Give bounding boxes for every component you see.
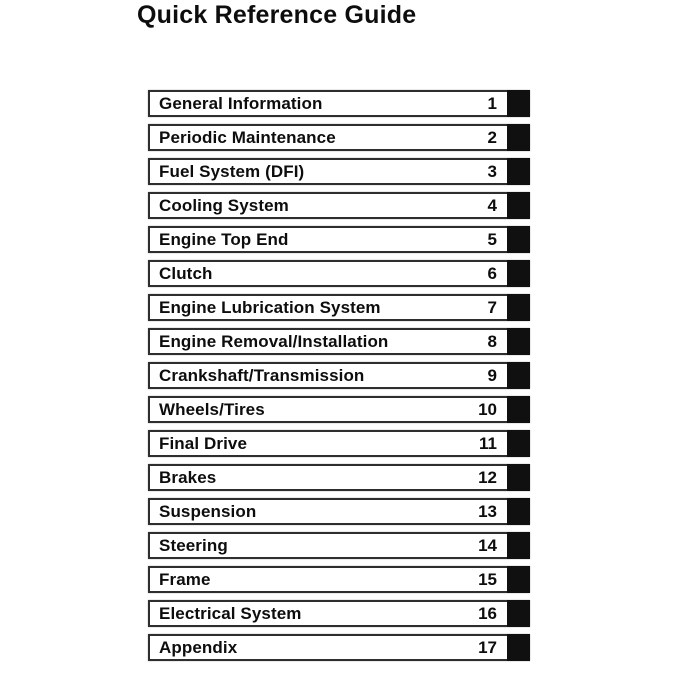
chapter-name: Steering [159, 535, 228, 555]
toc-row [148, 600, 530, 627]
chapter-tab-marker [507, 498, 530, 525]
chapter-tab-marker [507, 192, 530, 219]
chapter-name: Engine Removal/Installation [159, 331, 389, 351]
chapter-tab-marker [507, 90, 530, 117]
chapter-name: Frame [159, 569, 211, 589]
chapter-number: 16 [478, 603, 497, 623]
toc-row [148, 192, 530, 219]
toc-row [148, 260, 530, 287]
chapter-number: 3 [487, 161, 497, 181]
chapter-tab-marker [507, 566, 530, 593]
chapter-number: 15 [478, 569, 497, 589]
chapter-name: Crankshaft/Transmission [159, 365, 365, 385]
chapter-name: Cooling System [159, 195, 289, 215]
chapter-tab-marker [507, 124, 530, 151]
chapter-number: 13 [478, 501, 497, 521]
chapter-number: 2 [487, 127, 497, 147]
chapter-name: Wheels/Tires [159, 399, 265, 419]
chapter-name: Clutch [159, 263, 213, 283]
page-title: Quick Reference Guide [137, 1, 417, 29]
chapter-number: 14 [478, 535, 497, 555]
toc-row [148, 396, 530, 423]
chapter-name: Electrical System [159, 603, 302, 623]
toc-row [148, 498, 530, 525]
toc-row [148, 634, 530, 661]
toc-row [148, 430, 530, 457]
chapter-name: Engine Lubrication System [159, 297, 381, 317]
chapter-number: 6 [487, 263, 497, 283]
chapter-tab-marker [507, 396, 530, 423]
toc-row [148, 294, 530, 321]
chapter-name: General Information [159, 93, 323, 113]
chapter-number: 4 [487, 195, 497, 215]
chapter-tab-marker [507, 634, 530, 661]
chapter-name: Suspension [159, 501, 257, 521]
chapter-tab-marker [507, 328, 530, 355]
chapter-tab-marker [507, 294, 530, 321]
toc-row [148, 90, 530, 117]
toc-row [148, 328, 530, 355]
chapter-number: 7 [487, 297, 497, 317]
chapter-tab-marker [507, 260, 530, 287]
toc-row [148, 158, 530, 185]
toc-list [148, 90, 530, 661]
chapter-number: 12 [478, 467, 497, 487]
chapter-number: 11 [479, 433, 497, 453]
toc-row [148, 566, 530, 593]
chapter-name: Appendix [159, 637, 238, 657]
chapter-tab-marker [507, 430, 530, 457]
chapter-name: Brakes [159, 467, 217, 487]
toc-row [148, 226, 530, 253]
chapter-tab-marker [507, 600, 530, 627]
chapter-tab-marker [507, 532, 530, 559]
chapter-number: 1 [487, 93, 497, 113]
toc-row [148, 464, 530, 491]
chapter-name: Periodic Maintenance [159, 127, 336, 147]
chapter-number: 8 [487, 331, 497, 351]
chapter-number: 17 [478, 637, 497, 657]
toc-row [148, 362, 530, 389]
chapter-number: 9 [487, 365, 497, 385]
chapter-name: Engine Top End [159, 229, 289, 249]
chapter-name: Final Drive [159, 433, 248, 453]
toc-row [148, 532, 530, 559]
chapter-tab-marker [507, 158, 530, 185]
chapter-tab-marker [507, 226, 530, 253]
toc-row [148, 124, 530, 151]
chapter-tab-marker [507, 464, 530, 491]
chapter-number: 10 [478, 399, 497, 419]
chapter-tab-marker [507, 362, 530, 389]
chapter-number: 5 [487, 229, 497, 249]
chapter-name: Fuel System (DFI) [159, 161, 305, 181]
